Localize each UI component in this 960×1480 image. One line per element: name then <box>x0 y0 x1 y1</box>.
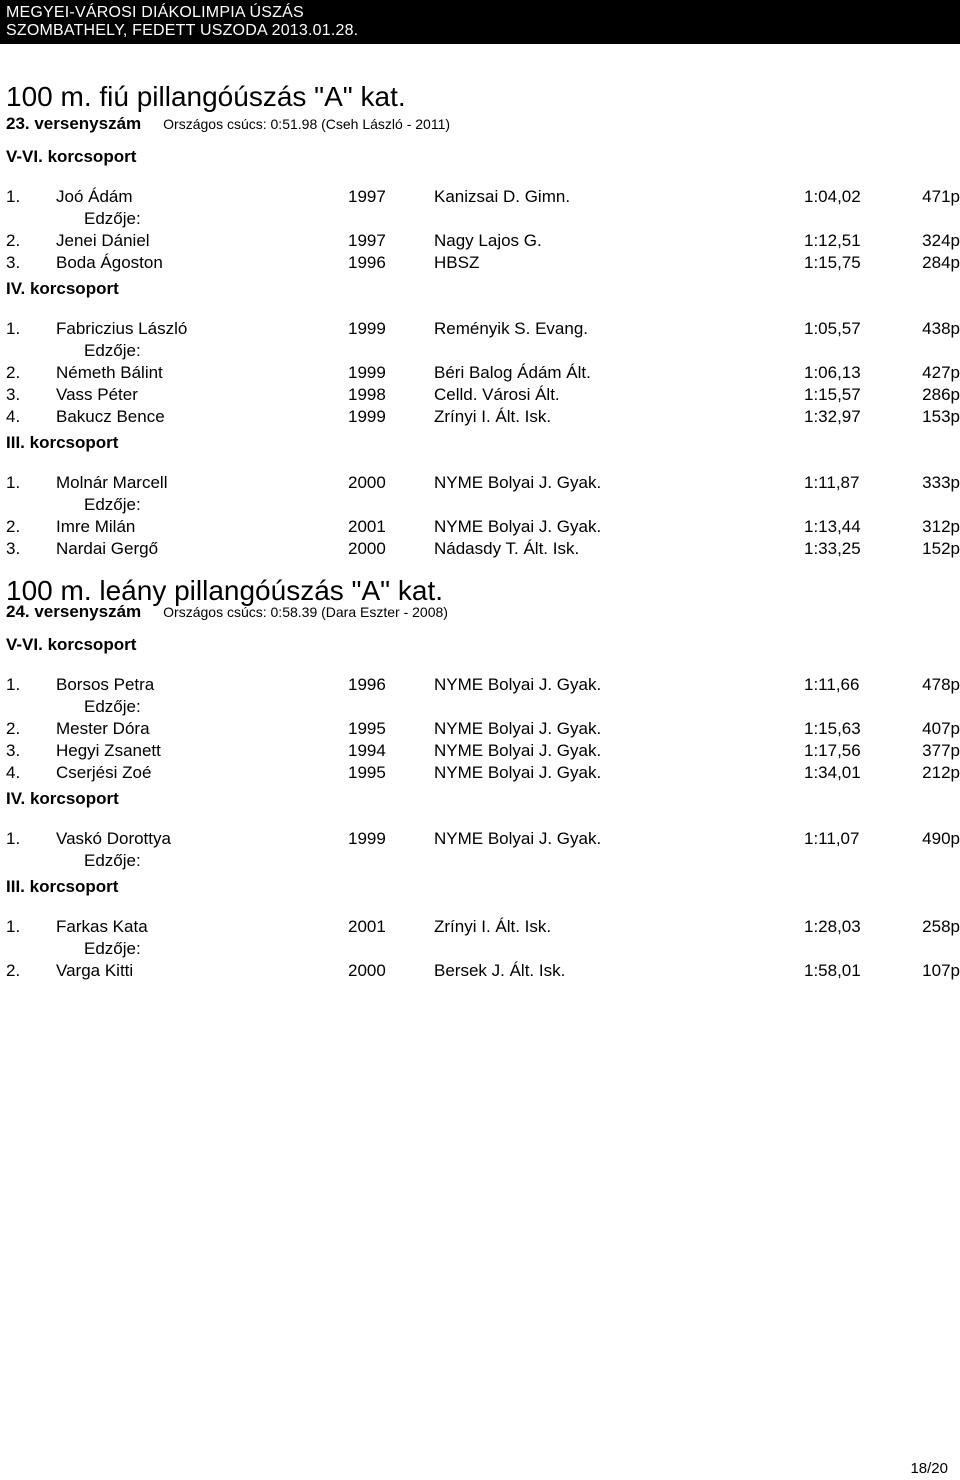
result-row <box>6 406 960 428</box>
points: 333p <box>922 473 960 492</box>
school: NYME Bolyai J. Gyak. <box>434 829 602 848</box>
age-group-title: IV. korcsoport <box>6 279 119 298</box>
age-group-title: V-VI. korcsoport <box>6 147 137 166</box>
age-group <box>6 784 960 872</box>
coach-row <box>6 850 960 872</box>
result-row <box>6 186 960 208</box>
coach-label: Edzője: <box>84 495 141 514</box>
coach-label: Edzője: <box>84 939 141 958</box>
points: 258p <box>922 917 960 936</box>
result-row <box>6 362 960 384</box>
place: 3. <box>6 741 21 760</box>
school: NYME Bolyai J. Gyak. <box>434 763 602 782</box>
swim-time: 1:15,75 <box>804 253 861 272</box>
birth-year: 2001 <box>348 917 386 936</box>
result-row <box>6 718 960 740</box>
swim-time: 1:11,07 <box>804 829 860 848</box>
points: 286p <box>922 385 960 404</box>
event-subheader <box>6 600 960 630</box>
place: 3. <box>6 253 21 272</box>
place: 2. <box>6 961 21 980</box>
swimmer-name: Bakucz Bence <box>56 407 165 426</box>
page-number: 18/20 <box>910 1460 948 1477</box>
age-group-title: IV. korcsoport <box>6 789 119 808</box>
swim-time: 1:06,13 <box>804 363 861 382</box>
swim-time: 1:33,25 <box>804 539 861 558</box>
coach-label: Edzője: <box>84 697 141 716</box>
points: 324p <box>922 231 960 250</box>
birth-year: 1996 <box>348 675 386 694</box>
event-subheader <box>6 112 960 142</box>
place: 1. <box>6 917 21 936</box>
swimmer-name: Imre Milán <box>56 517 136 536</box>
school: Béri Balog Ádám Ált. <box>434 363 591 382</box>
birth-year: 1995 <box>348 763 386 782</box>
age-group-title: III. korcsoport <box>6 877 119 896</box>
event-title: 100 m. fiú pillangóúszás "A" kat. <box>6 81 406 112</box>
swimmer-name: Vaskó Dorottya <box>56 829 171 848</box>
result-row <box>6 516 960 538</box>
coach-row <box>6 696 960 718</box>
school: Nádasdy T. Ált. Isk. <box>434 539 580 558</box>
swimmer-name: Vass Péter <box>56 385 138 404</box>
coach-label: Edzője: <box>84 341 141 360</box>
swim-time: 1:04,02 <box>804 187 861 206</box>
swimmer-name: Németh Bálint <box>56 363 163 382</box>
result-row <box>6 252 960 274</box>
result-row <box>6 916 960 938</box>
result-row <box>6 674 960 696</box>
swimmer-name: Mester Dóra <box>56 719 150 738</box>
age-group <box>6 872 960 982</box>
points: 427p <box>922 363 960 382</box>
result-row <box>6 538 960 560</box>
results-content <box>6 66 960 982</box>
coach-label: Edzője: <box>84 209 141 228</box>
result-row <box>6 230 960 252</box>
birth-year: 1994 <box>348 741 386 760</box>
birth-year: 1997 <box>348 187 386 206</box>
school: NYME Bolyai J. Gyak. <box>434 675 602 694</box>
points: 153p <box>922 407 960 426</box>
swimmer-name: Joó Ádám <box>56 187 133 206</box>
event-title: 100 m. leány pillangóúszás "A" kat. <box>6 575 444 606</box>
event-number: 24. versenyszám <box>6 602 142 621</box>
birth-year: 2000 <box>348 473 386 492</box>
points: 152p <box>922 539 960 558</box>
school: Celld. Városi Ált. <box>434 385 560 404</box>
points: 312p <box>922 517 960 536</box>
national-record: Országos csúcs: 0:51.98 (Cseh László - 2011) <box>163 116 451 132</box>
coach-row <box>6 494 960 516</box>
header-title: MEGYEI-VÁROSI DIÁKOLIMPIA ÚSZÁS <box>6 4 304 21</box>
age-group <box>6 274 960 428</box>
swim-time: 1:15,57 <box>804 385 861 404</box>
swim-time: 1:15,63 <box>804 719 861 738</box>
place: 2. <box>6 719 21 738</box>
swim-time: 1:11,66 <box>804 675 860 694</box>
result-row <box>6 762 960 784</box>
swimmer-name: Jenei Dániel <box>56 231 150 250</box>
place: 1. <box>6 319 21 338</box>
points: 438p <box>922 319 960 338</box>
points: 490p <box>922 829 960 848</box>
school: Kanizsai D. Gimn. <box>434 187 571 206</box>
place: 1. <box>6 473 21 492</box>
place: 3. <box>6 385 21 404</box>
points: 478p <box>922 675 960 694</box>
school: NYME Bolyai J. Gyak. <box>434 741 602 760</box>
school: NYME Bolyai J. Gyak. <box>434 473 602 492</box>
place: 2. <box>6 363 21 382</box>
age-group-title: V-VI. korcsoport <box>6 635 137 654</box>
event-section <box>6 560 960 982</box>
result-row <box>6 318 960 340</box>
swim-time: 1:05,57 <box>804 319 861 338</box>
result-row <box>6 828 960 850</box>
swimmer-name: Molnár Marcell <box>56 473 168 492</box>
coach-row <box>6 208 960 230</box>
birth-year: 1999 <box>348 319 386 338</box>
place: 4. <box>6 763 21 782</box>
age-group <box>6 142 960 274</box>
swimmer-name: Varga Kitti <box>56 961 134 980</box>
swimmer-name: Boda Ágoston <box>56 253 163 272</box>
place: 2. <box>6 231 21 250</box>
birth-year: 1999 <box>348 407 386 426</box>
birth-year: 1998 <box>348 385 386 404</box>
coach-row <box>6 938 960 960</box>
age-group <box>6 428 960 560</box>
result-row <box>6 960 960 982</box>
place: 1. <box>6 187 21 206</box>
swim-time: 1:34,01 <box>804 763 861 782</box>
place: 3. <box>6 539 21 558</box>
school: Nagy Lajos G. <box>434 231 542 250</box>
school: NYME Bolyai J. Gyak. <box>434 719 602 738</box>
age-group <box>6 630 960 784</box>
result-row <box>6 384 960 406</box>
school: HBSZ <box>434 253 480 272</box>
swim-time: 1:32,97 <box>804 407 861 426</box>
swim-time: 1:11,87 <box>804 473 860 492</box>
birth-year: 2001 <box>348 517 386 536</box>
swim-time: 1:13,44 <box>804 517 861 536</box>
place: 2. <box>6 517 21 536</box>
swimmer-name: Nardai Gergő <box>56 539 159 558</box>
birth-year: 1999 <box>348 363 386 382</box>
birth-year: 1999 <box>348 829 386 848</box>
school: Zrínyi I. Ált. Isk. <box>434 407 552 426</box>
event-number: 23. versenyszám <box>6 114 142 133</box>
place: 1. <box>6 829 21 848</box>
points: 284p <box>922 253 960 272</box>
school: Bersek J. Ált. Isk. <box>434 961 566 980</box>
swimmer-name: Fabriczius László <box>56 319 188 338</box>
points: 107p <box>922 961 960 980</box>
school: Zrínyi I. Ált. Isk. <box>434 917 552 936</box>
birth-year: 2000 <box>348 539 386 558</box>
points: 407p <box>922 719 960 738</box>
points: 212p <box>922 763 960 782</box>
swim-time: 1:17,56 <box>804 741 861 760</box>
birth-year: 2000 <box>348 961 386 980</box>
age-group-title: III. korcsoport <box>6 433 119 452</box>
page-header <box>0 0 960 44</box>
swimmer-name: Borsos Petra <box>56 675 155 694</box>
swim-time: 1:12,51 <box>804 231 861 250</box>
result-row <box>6 740 960 762</box>
national-record: Országos csúcs: 0:58.39 (Dara Eszter - 2008) <box>163 604 448 620</box>
event-section <box>6 66 960 560</box>
birth-year: 1995 <box>348 719 386 738</box>
place: 1. <box>6 675 21 694</box>
birth-year: 1996 <box>348 253 386 272</box>
swimmer-name: Hegyi Zsanett <box>56 741 161 760</box>
place: 4. <box>6 407 21 426</box>
result-row <box>6 472 960 494</box>
coach-row <box>6 340 960 362</box>
swim-time: 1:28,03 <box>804 917 861 936</box>
swim-time: 1:58,01 <box>804 961 861 980</box>
header-subtitle: SZOMBATHELY, FEDETT USZODA 2013.01.28. <box>6 22 359 39</box>
swimmer-name: Cserjési Zoé <box>56 763 152 782</box>
points: 471p <box>922 187 960 206</box>
swimmer-name: Farkas Kata <box>56 917 148 936</box>
school: Reményik S. Evang. <box>434 319 589 338</box>
birth-year: 1997 <box>348 231 386 250</box>
school: NYME Bolyai J. Gyak. <box>434 517 602 536</box>
points: 377p <box>922 741 960 760</box>
coach-label: Edzője: <box>84 851 141 870</box>
